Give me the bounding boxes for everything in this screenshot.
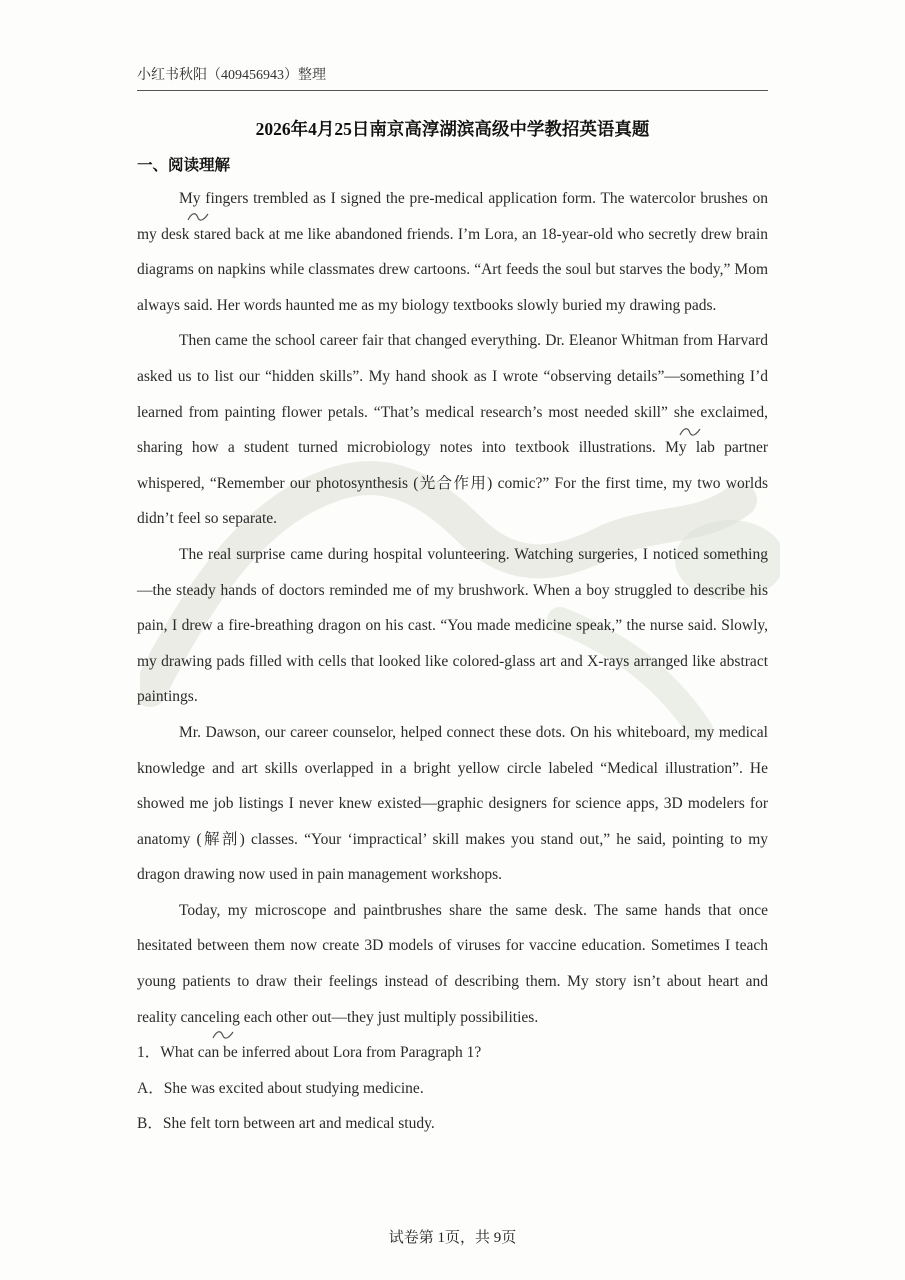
- passage-body: [137, 181, 768, 1142]
- question-option-b: B．She felt torn between art and medical study.: [137, 1115, 435, 1133]
- question-option-a: A．She was excited about studying medicine.: [137, 1079, 424, 1097]
- exam-title: 2026年4月25日南京高淳湖滨高级中学教招英语真题: [255, 119, 650, 139]
- page-header: 小红书秋阳（409456943）整理: [137, 64, 768, 91]
- passage-paragraph-1: My fingers trembled as I signed the pre-medical application form. The watercolor brushes on my desk stared back at me like abandoned friends. I’m Lora, an 18-year-old who secretly drew brain diagrams on napkins while classmates drew cartoons. “Art feeds the soul but starves the body,” Mom always said. Her words haunted me as my biology textbooks slowly buried my drawing pads.: [137, 190, 768, 314]
- pen-mark-icon: [211, 1028, 235, 1042]
- pen-mark-icon: [678, 425, 702, 439]
- passage-paragraph-5: Today, my microscope and paintbrushes share the same desk. The same hands that once hesitated between them now create 3D models of viruses for vaccine education. Sometimes I teach young patients to draw their feelings instead of describing them. My story isn’t about heart and reality canceling each other out—they just multiply possibilities.: [137, 901, 768, 1026]
- passage-paragraph-3: The real surprise came during hospital volunteering. Watching surgeries, I noticed something—the steady hands of doctors reminded me of my brushwork. When a boy struggled to describe his pain, I drew a fire-breathing dragon on his cast. “You made medicine speak,” the nurse said. Slowly, my drawing pads filled with cells that looked like colored-glass art and X-rays arranged like abstract paintings.: [137, 545, 768, 706]
- page-footer: 试卷第 1页，共 9页: [388, 1230, 517, 1246]
- question-stem: 1．What can be inferred about Lora from Paragraph 1?: [137, 1044, 482, 1062]
- passage-paragraph-2: Then came the school career fair that changed everything. Dr. Eleanor Whitman from Harvard asked us to list our “hidden skills”. My hand shook as I wrote “observing details”—something I’d learned from painting flower petals. “That’s medical research’s most needed skill” she exclaimed, sharing how a student turned microbiology notes into textbook illustrations. My lab partner whispered, “Remember our photosynthesis (光合作用) comic?” For the first time, my two worlds didn’t feel so separate.: [137, 332, 768, 528]
- pen-mark-icon: [186, 210, 210, 224]
- passage-paragraph-4: Mr. Dawson, our career counselor, helped connect these dots. On his whiteboard, my medical knowledge and art skills overlapped in a bright yellow circle labeled “Medical illustration”. He showed me job listings I never knew existed—graphic designers for science apps, 3D modelers for anatomy (解剖) classes. “Your ‘impractical’ skill makes you stand out,” he said, pointing to my dragon drawing now used in pain management workshops.: [137, 723, 768, 884]
- section-heading: 一、阅读理解: [137, 157, 231, 174]
